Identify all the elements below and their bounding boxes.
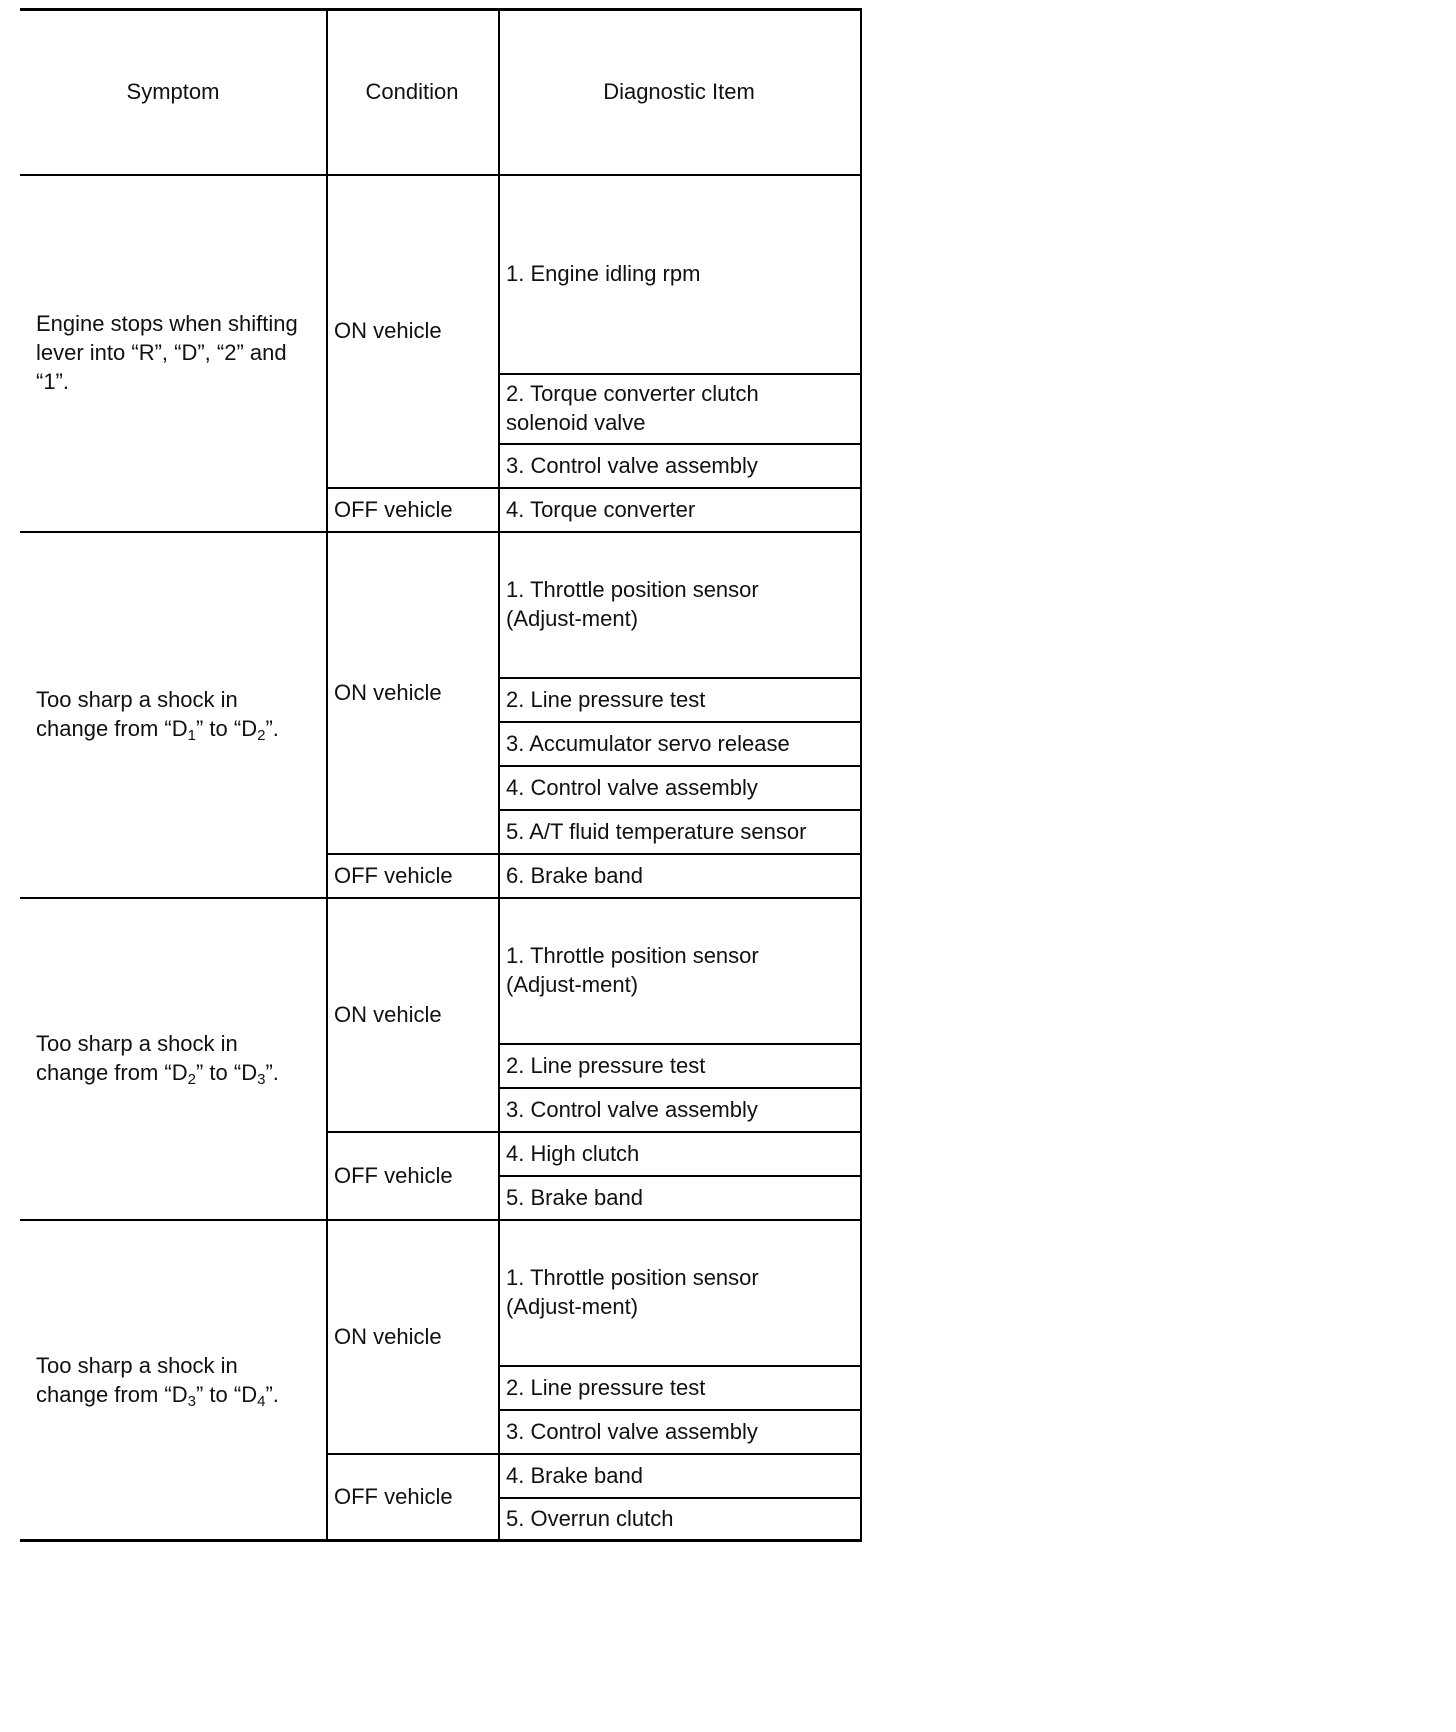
table-rule	[498, 8, 500, 1542]
diagnostic-item: 4. Control valve assembly	[506, 774, 758, 800]
diagnostic-item: 5. Overrun clutch	[506, 1506, 674, 1531]
diagnostic-item: 5. Brake band	[506, 1184, 643, 1210]
header-symptom: Symptom	[126, 78, 220, 104]
diagnostic-item: 4. Torque converter	[506, 496, 696, 522]
table-rule	[20, 1219, 862, 1221]
table-rule	[498, 765, 862, 767]
table-rule	[326, 487, 862, 489]
symptom-text: Too sharp a shock in change from “D	[36, 1352, 238, 1407]
header-diagnostic-item: Diagnostic Item	[603, 78, 755, 104]
condition-off-vehicle: OFF vehicle	[334, 862, 453, 888]
diagnostic-item: 4. Brake band	[506, 1462, 643, 1488]
header-condition: Condition	[365, 78, 459, 104]
diagnostic-item: 5. A/T fluid temperature sensor	[506, 818, 807, 844]
diagnostic-item: 3. Control valve assembly	[506, 1096, 758, 1122]
table-rule	[20, 531, 862, 533]
condition-on-vehicle: ON vehicle	[334, 1001, 442, 1027]
diagnostic-item: 2. Line pressure test	[506, 686, 706, 712]
symptom-d2-to-d3	[20, 897, 326, 1219]
table-rule	[498, 443, 862, 445]
table-rule	[20, 8, 862, 11]
gear-subscript: 2	[187, 1071, 196, 1088]
diagnostic-item: 3. Control valve assembly	[506, 1418, 758, 1444]
diagnostic-item: 4. High clutch	[506, 1140, 640, 1166]
table-rule	[326, 853, 862, 855]
table-rule	[498, 1497, 862, 1499]
symptom-text: ”.	[265, 716, 279, 741]
table-rule	[326, 8, 328, 1542]
table-rule	[20, 1539, 862, 1542]
diagnostic-item: 3. Accumulator servo release	[506, 730, 790, 756]
symptom-text: Too sharp a shock in change from “D	[36, 1031, 238, 1085]
table-rule	[498, 1365, 862, 1367]
table-rule	[498, 677, 862, 679]
table-rule	[498, 1175, 862, 1177]
table-rule	[860, 8, 862, 1542]
diagnostic-item: 2. Line pressure test	[506, 1052, 706, 1078]
table-rule	[326, 1453, 862, 1455]
condition-on-vehicle: ON vehicle	[334, 1323, 442, 1349]
symptom-d1-to-d2	[20, 531, 326, 897]
symptom-text: ” to “D	[195, 1381, 258, 1407]
diagnostic-item: 6. Brake band	[506, 862, 643, 888]
diagnostic-item: 1. Throttle position sensor (Adjust-ment)	[506, 1265, 759, 1319]
condition-on-vehicle: ON vehicle	[334, 318, 442, 343]
table-rule	[498, 721, 862, 723]
table-rule	[20, 897, 862, 899]
symptom-text: Too sharp a shock in change from “D	[36, 687, 238, 741]
diagnostic-table	[20, 8, 960, 1702]
condition-off-vehicle: OFF vehicle	[334, 496, 453, 522]
diagnostic-item: 3. Control valve assembly	[506, 452, 758, 478]
condition-off-vehicle: OFF vehicle	[334, 1484, 453, 1509]
gear-subscript: 4	[257, 1392, 266, 1410]
symptom-text: ” to “D	[195, 1060, 258, 1085]
diagnostic-item: 1. Throttle position sensor (Adjust-ment)	[506, 577, 759, 631]
gear-subscript: 2	[257, 727, 266, 744]
diagnostic-item: 2. Torque converter clutch solenoid valve	[506, 381, 759, 435]
table-rule	[326, 1131, 862, 1133]
table-rule	[498, 1043, 862, 1045]
gear-subscript: 3	[257, 1071, 266, 1088]
diagnostic-item: 1. Engine idling rpm	[506, 261, 701, 286]
symptom-text: ”.	[265, 1381, 279, 1407]
gear-subscript: 1	[187, 727, 196, 744]
gear-subscript: 3	[187, 1392, 196, 1410]
table-rule	[498, 1409, 862, 1411]
diagnostic-item: 1. Throttle position sensor (Adjust-ment)	[506, 943, 759, 997]
symptom-engine-stops: Engine stops when shifting lever into “R”, “D”, “2” and “1”.	[36, 311, 298, 394]
condition-off-vehicle: OFF vehicle	[334, 1162, 453, 1188]
table-rule	[498, 809, 862, 811]
condition-on-vehicle: ON vehicle	[334, 679, 442, 705]
table-rule	[498, 373, 862, 375]
diagnostic-item: 2. Line pressure test	[506, 1374, 706, 1400]
symptom-text: ”.	[265, 1060, 279, 1085]
symptom-d3-to-d4	[20, 1219, 326, 1540]
table-rule	[20, 174, 862, 176]
symptom-text: ” to “D	[195, 716, 258, 741]
table-rule	[498, 1087, 862, 1089]
